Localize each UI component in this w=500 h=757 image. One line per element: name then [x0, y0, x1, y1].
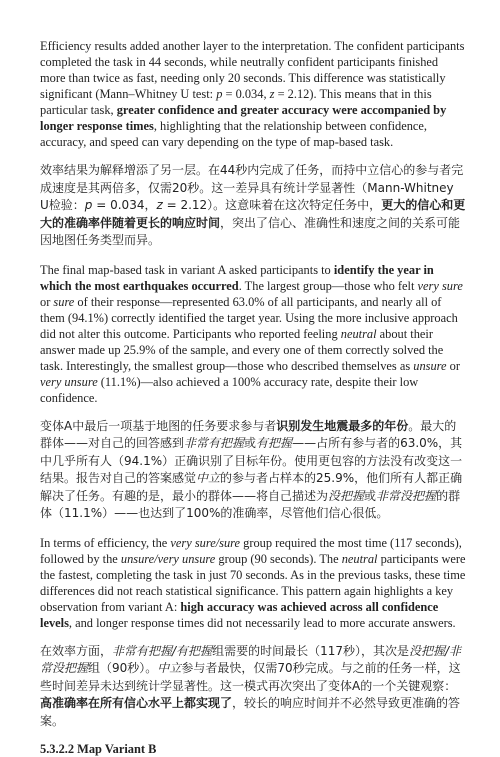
paragraph-final-task-zh: 变体A中最后一项基于地图的任务要求参与者识别发生地震最多的年份。最大的群体——对自己的回答感到非常有把握或有把握——占所有参与者的63.0%，其中几乎所有人（94.1%）正确识别了目标年份。使用更包容的方法没有改变这一结果。报告对自己的答案感觉中立的参与者占样本的25.9%，他们所有人都正确解决了任务。有趣的是，最小的群体——将自己描述为没把握或非常没把握的群体（11.1%）——也达到了100%的准确率，尽管他们信心很低。: [40, 418, 463, 520]
paragraph-efficiency-zh: 效率结果为解释增添了另一层。在44秒内完成了任务，而持中立信心的参与者完成速度是其两倍多，仅需20秒。这一差异具有统计学显著性（Mann-Whitney U检验：p = 0.034，z = 2.12）。这意味着在这次特定任务中，更大的信心和更大的准确率伴随着更长的响应时间，突出了信心、准确性和速度之间的关系可能因地图任务类型而异。: [40, 163, 466, 247]
document-page: [40, 38, 466, 757]
paragraph-final-task-en: The final map-based task in variant A asked participants to identify the year in which the most earthquakes occurred. The largest group—those who felt very sure or sure of their response—represented 63.0% of all participants, and nearly all of them (94.1%) correctly identified the target year. Using the more inclusive approach did not alter this outcome. Participants who reported feeling neutral about their answer made up 25.9% of the sample, and every one of them correctly solved the task. Interestingly, the smallest group—those who described themselves as unsure or very unsure (11.1%)—also achieved a 100% accuracy rate, despite their low confidence.: [40, 262, 463, 405]
paragraph-efficiency-variant-a-zh: 在效率方面，非常有把握/有把握组需要的时间最长（117秒），其次是没把握/非常没把握组（90秒）。中立参与者最快，仅需70秒完成。与之前的任务一样，这些时间差异未达到统计学显著性。这一模式再次突出了变体A的一个关键观察：高准确率在所有信心水平上都实现了，较长的响应时间并不必然导致更准确的答案。: [40, 643, 462, 728]
paragraph-efficiency-en: Efficiency results added another layer to the interpretation. The confident participants completed the task in 44 seconds, while neutrally confident participants finished more than twice as fast, needing only 20 seconds. This difference was statistically significant (Mann–Whitney U test: p = 0.034, z = 2.12). This means that in this particular task, greater confidence and greater accuracy were accompanied by longer response times, highlighting that the relationship between confidence, accuracy, and speed can vary depending on the type of map-based task.: [40, 39, 465, 149]
paragraph-efficiency-variant-a-en: In terms of efficiency, the very sure/sure group required the most time (117 seconds), followed by the unsure/very unsure group (90 seconds). The neutral participants were the fastest, completing the task in just 70 seconds. As in the previous tasks, these time differences did not reach statistical significance. This pattern again highlights a key observation from variant A: high accuracy was achieved across all confidence levels, and longer response times did not necessarily lead to more accurate answers.: [40, 535, 466, 630]
section-heading: 5.3.2.2 Map Variant B: [40, 742, 157, 756]
